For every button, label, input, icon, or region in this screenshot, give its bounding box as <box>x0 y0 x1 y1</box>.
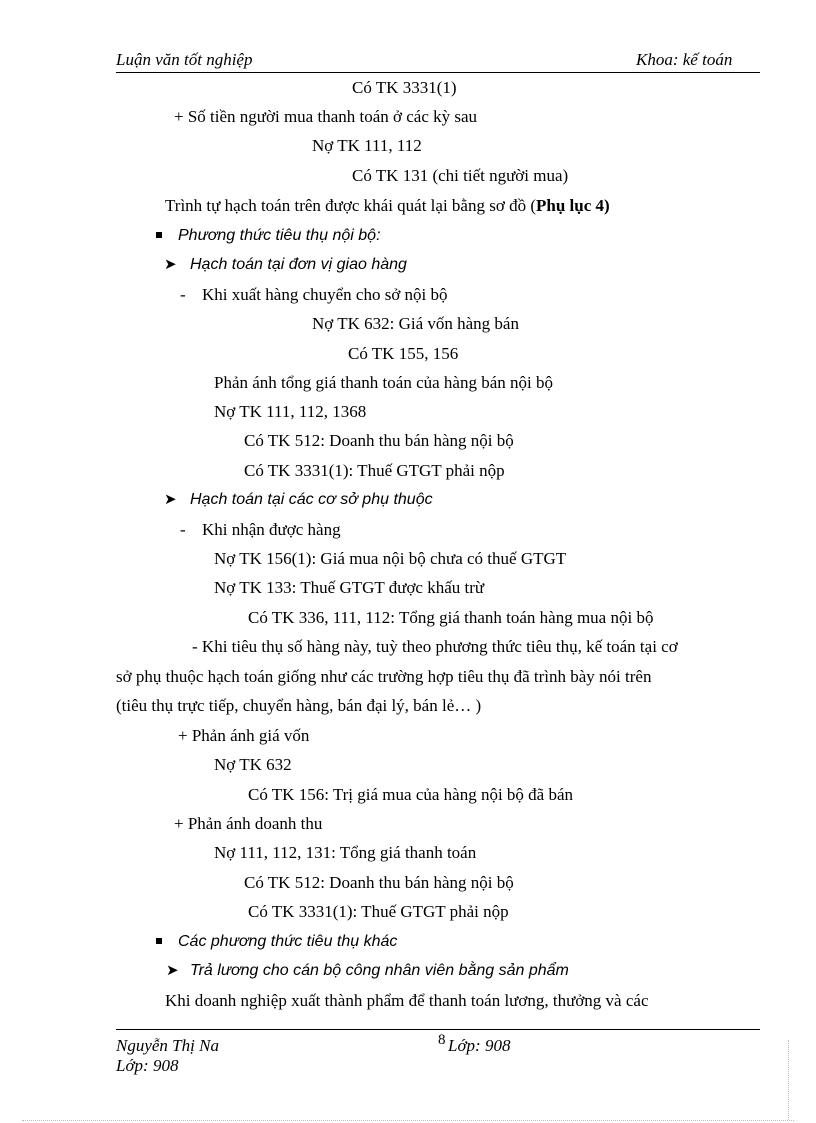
body-line-29: + Phản ánh doanh thu <box>174 814 323 833</box>
body-line-12: Có TK 155, 156 <box>348 344 459 363</box>
body-line-11: Nợ TK 632: Giá vốn hàng bán <box>312 314 519 333</box>
footer-class-left: Lớp: 908 <box>116 1056 179 1075</box>
body-line-5: Trình tự hạch toán trên được khái quát lại bằng sơ đồ (Phụ lục 4) <box>165 196 610 215</box>
body-line-15: Có TK 512: Doanh thu bán hàng nội bộ <box>244 431 514 450</box>
subheading-dependent-units: Hạch toán tại các cơ sở phụ thuộc <box>190 491 433 508</box>
header-left: Luận văn tốt nghiệp <box>116 50 253 69</box>
body-line-10: Khi xuất hàng chuyển cho sở nội bộ <box>202 285 448 304</box>
body-line-2: + Số tiền người mua thanh toán ở các kỳ sau <box>174 107 478 126</box>
body-line-14: Nợ TK 111, 112, 1368 <box>214 402 367 421</box>
footer-rule <box>116 1029 760 1030</box>
bullet-square-icon <box>156 232 162 238</box>
body-line-32: Có TK 3331(1): Thuế GTGT phải nộp <box>248 902 509 921</box>
arrow-bullet-icon: ➤ <box>166 961 179 979</box>
body-line-22: Có TK 336, 111, 112: Tổng giá thanh toán hàng mua nội bộ <box>248 608 654 627</box>
body-line-4: Có TK 131 (chi tiết người mua) <box>352 166 569 185</box>
dash-marker: - <box>180 520 186 539</box>
body-line-26: + Phản ánh giá vốn <box>178 726 310 745</box>
body-line-13: Phản ánh tổng giá thanh toán của hàng bán nội bộ <box>214 373 553 392</box>
body-line-28: Có TK 156: Trị giá mua của hàng nội bộ đã bán <box>248 785 574 804</box>
arrow-bullet-icon: ➤ <box>164 490 177 508</box>
body-line-24: sở phụ thuộc hạch toán giống như các trường hợp tiêu thụ đã trình bày nói trên <box>116 667 652 686</box>
footer-author: Nguyễn Thị Na <box>116 1036 219 1055</box>
page-border-right <box>788 1040 789 1120</box>
dash-marker: - <box>180 285 186 304</box>
subheading-salary-products: Trả lương cho cán bộ công nhân viên bằng sản phẩm <box>190 962 569 979</box>
subheading-delivery-unit: Hạch toán tại đơn vị giao hàng <box>190 256 407 273</box>
bullet-square-icon <box>156 938 162 944</box>
body-line-1: Có TK 3331(1) <box>352 78 457 97</box>
header-rule <box>116 72 760 73</box>
header-right: Khoa: kế toán <box>636 50 733 69</box>
body-line-25: (tiêu thụ trực tiếp, chuyển hàng, bán đại lý, bán lẻ… ) <box>116 696 482 715</box>
body-line-16: Có TK 3331(1): Thuế GTGT phải nộp <box>244 461 505 480</box>
body-line-19: Khi nhận được hàng <box>202 520 341 539</box>
section-heading-internal: Phương thức tiêu thụ nội bộ: <box>178 227 381 244</box>
body-line-31: Có TK 512: Doanh thu bán hàng nội bộ <box>244 873 514 892</box>
body-line-27: Nợ TK 632 <box>214 755 292 774</box>
body-line-23: - Khi tiêu thụ số hàng này, tuỳ theo phương thức tiêu thụ, kế toán tại cơ <box>192 637 678 656</box>
page-border-bottom <box>22 1120 794 1121</box>
arrow-bullet-icon: ➤ <box>164 255 177 273</box>
body-line-21: Nợ TK 133: Thuế GTGT được khấu trừ <box>214 578 485 597</box>
body-line-3: Nợ TK 111, 112 <box>312 136 422 155</box>
body-line-36: Khi doanh nghiệp xuất thành phẩm để thanh toán lương, thưởng và các <box>165 991 649 1010</box>
body-line-30: Nợ 111, 112, 131: Tổng giá thanh toán <box>214 843 477 862</box>
body-line-20: Nợ TK 156(1): Giá mua nội bộ chưa có thuế GTGT <box>214 549 567 568</box>
page-number: 8 <box>438 1032 446 1048</box>
footer-class-center: Lớp: 908 <box>448 1036 511 1055</box>
section-heading-other: Các phương thức tiêu thụ khác <box>178 933 398 950</box>
